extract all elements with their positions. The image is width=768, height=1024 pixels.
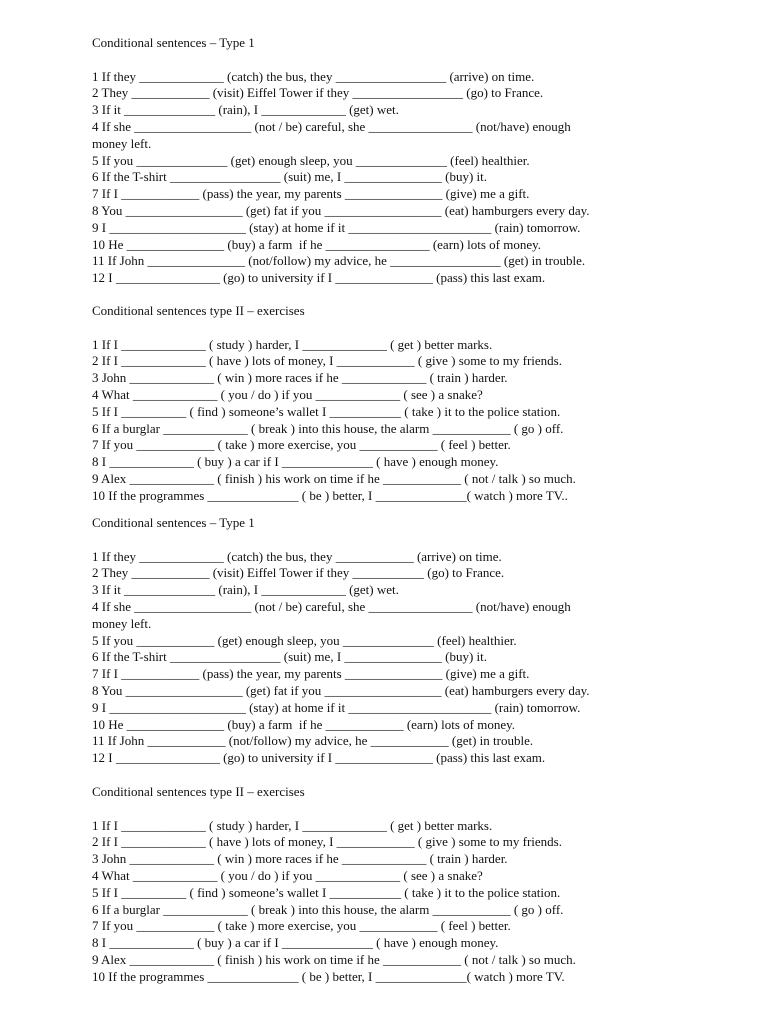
section-title: Conditional sentences type II – exercises xyxy=(92,303,305,318)
exercise-line: 2 If I _____________ ( have ) lots of money, I ____________ ( give ) some to my friends. xyxy=(92,834,562,850)
exercise-line: 9 Alex _____________ ( finish ) his work on time if he ____________ ( not / talk ) so much. xyxy=(92,951,576,967)
exercise-line: 3 If it ______________ (rain), I _____________ (get) wet. xyxy=(92,102,399,118)
exercise-line: 1 If they _____________ (catch) the bus, they _________________ (arrive) on time. xyxy=(92,68,535,84)
section-title: Conditional sentences – Type 1 xyxy=(92,515,255,530)
section-type1-b xyxy=(92,515,692,767)
exercise-line: 10 He _______________ (buy) a farm if he ________________ (earn) lots of money. xyxy=(92,236,542,252)
exercise-line: 6 If a burglar _____________ ( break ) into this house, the alarm ____________ ( go ) off. xyxy=(92,420,564,436)
exercise-line: 6 If a burglar _____________ ( break ) into this house, the alarm ____________ ( go ) off. xyxy=(92,901,564,917)
exercise-line: 8 I _____________ ( buy ) a car if I ______________ ( have ) enough money. xyxy=(92,935,499,951)
exercise-line: 1 If I _____________ ( study ) harder, I _____________ ( get ) better marks. xyxy=(92,817,493,833)
exercise-line: money left. xyxy=(92,615,152,631)
exercise-line: 6 If the T-shirt _________________ (suit) me, I _______________ (buy) it. xyxy=(92,649,488,665)
exercise-line: 10 If the programmes ______________ ( be ) better, I ______________( watch ) more TV.. xyxy=(92,487,568,503)
exercise-line: 5 If you ____________ (get) enough sleep, you ______________ (feel) healthier. xyxy=(92,632,517,648)
exercise-line: 3 John _____________ ( win ) more races if he _____________ ( train ) harder. xyxy=(92,851,508,867)
exercise-line: 9 I _____________________ (stay) at home if it ______________________ (rain) tomorrow. xyxy=(92,699,581,715)
exercise-line: 3 If it ______________ (rain), I _____________ (get) wet. xyxy=(92,582,399,598)
exercise-line: 2 If I _____________ ( have ) lots of money, I ____________ ( give ) some to my friends. xyxy=(92,353,562,369)
exercise-line: 12 I ________________ (go) to university if I _______________ (pass) this last exam. xyxy=(92,270,546,286)
section-title: Conditional sentences – Type 1 xyxy=(92,35,255,50)
section-type2-a xyxy=(92,303,692,505)
exercise-line: 7 If I ____________ (pass) the year, my parents _______________ (give) me a gift. xyxy=(92,666,530,682)
exercise-line: 6 If the T-shirt _________________ (suit) me, I _______________ (buy) it. xyxy=(92,169,488,185)
exercise-line: 2 They ____________ (visit) Eiffel Tower if they _________________ (go) to France. xyxy=(92,85,544,101)
section-type1-a xyxy=(92,35,692,287)
exercise-line: 8 You __________________ (get) fat if you __________________ (eat) hamburgers every day. xyxy=(92,202,590,218)
exercise-line: 8 I _____________ ( buy ) a car if I ______________ ( have ) enough money. xyxy=(92,454,499,470)
exercise-line: 4 If she __________________ (not / be) careful, she ________________ (not/have) enough xyxy=(92,118,571,134)
exercise-line: 3 John _____________ ( win ) more races if he _____________ ( train ) harder. xyxy=(92,370,508,386)
exercise-line: 5 If I __________ ( find ) someone’s wallet I ___________ ( take ) it to the police station. xyxy=(92,884,561,900)
exercise-line: 8 You __________________ (get) fat if you __________________ (eat) hamburgers every day. xyxy=(92,682,590,698)
exercise-line: 9 Alex _____________ ( finish ) his work on time if he ____________ ( not / talk ) so much. xyxy=(92,470,576,486)
exercise-line: 5 If you ______________ (get) enough sleep, you ______________ (feel) healthier. xyxy=(92,152,530,168)
exercise-line: 2 They ____________ (visit) Eiffel Tower if they ___________ (go) to France. xyxy=(92,565,505,581)
exercise-line: money left. xyxy=(92,135,152,151)
exercise-line: 4 What _____________ ( you / do ) if you _____________ ( see ) a snake? xyxy=(92,867,483,883)
exercise-line: 11 If John _______________ (not/follow) my advice, he _________________ (get) in trouble. xyxy=(92,253,586,269)
exercise-line: 10 He _______________ (buy) a farm if he ____________ (earn) lots of money. xyxy=(92,716,516,732)
exercise-line: 4 If she __________________ (not / be) careful, she ________________ (not/have) enough xyxy=(92,598,571,614)
section-type2-b xyxy=(92,784,692,986)
exercise-line: 7 If you ____________ ( take ) more exercise, you ____________ ( feel ) better. xyxy=(92,918,511,934)
section-title: Conditional sentences type II – exercises xyxy=(92,784,305,799)
exercise-line: 1 If they _____________ (catch) the bus, they ____________ (arrive) on time. xyxy=(92,548,502,564)
exercise-line: 12 I ________________ (go) to university if I _______________ (pass) this last exam. xyxy=(92,750,546,766)
exercise-line: 1 If I _____________ ( study ) harder, I _____________ ( get ) better marks. xyxy=(92,336,493,352)
exercise-line: 5 If I __________ ( find ) someone’s wallet I ___________ ( take ) it to the police station. xyxy=(92,403,561,419)
exercise-line: 7 If I ____________ (pass) the year, my parents _______________ (give) me a gift. xyxy=(92,186,530,202)
exercise-line: 10 If the programmes ______________ ( be ) better, I ______________( watch ) more TV. xyxy=(92,968,565,984)
exercise-line: 4 What _____________ ( you / do ) if you _____________ ( see ) a snake? xyxy=(92,386,483,402)
exercise-line: 9 I _____________________ (stay) at home if it ______________________ (rain) tomorrow. xyxy=(92,219,581,235)
exercise-line: 11 If John ____________ (not/follow) my advice, he ____________ (get) in trouble. xyxy=(92,733,534,749)
exercise-line: 7 If you ____________ ( take ) more exercise, you ____________ ( feel ) better. xyxy=(92,437,511,453)
